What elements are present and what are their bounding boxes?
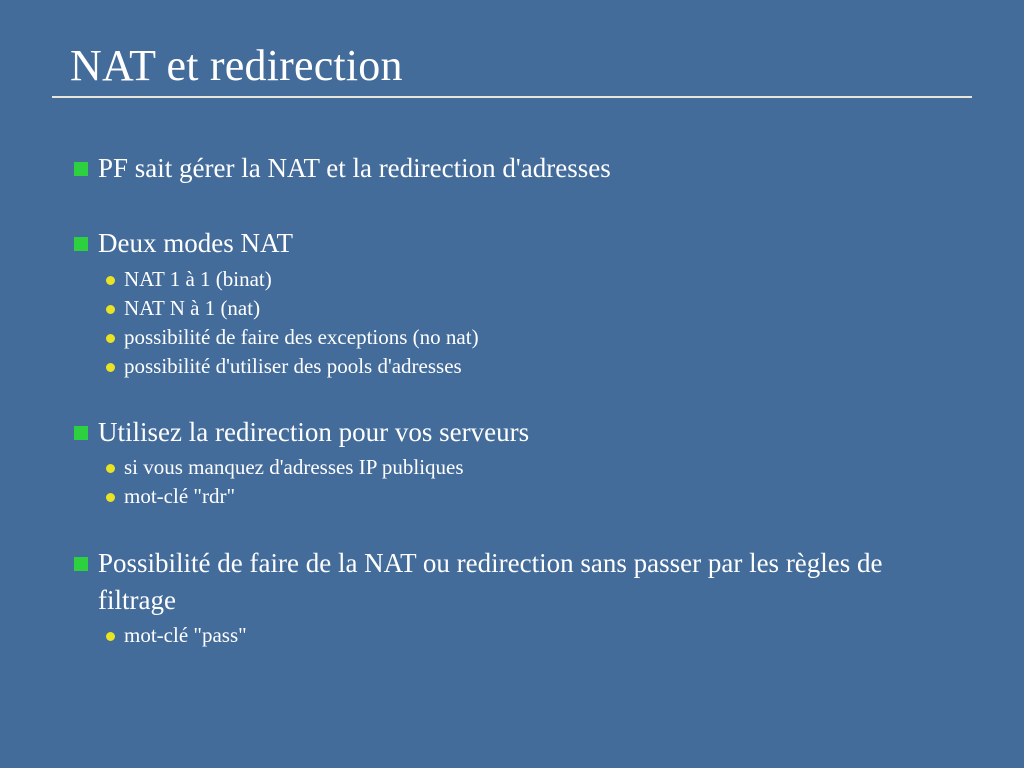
sub-bullet-text: si vous manquez d'adresses IP publiques — [124, 455, 464, 480]
list-item — [106, 294, 974, 322]
list-item — [106, 352, 974, 380]
spacer — [74, 519, 974, 545]
dot-bullet-icon — [106, 493, 115, 502]
page-title: NAT et redirection — [70, 41, 403, 90]
list-item — [106, 323, 974, 351]
sub-bullet-text: NAT 1 à 1 (binat) — [124, 266, 272, 291]
bullet-text: Deux modes NAT — [98, 228, 293, 259]
list-item — [74, 414, 974, 451]
dot-bullet-icon — [106, 276, 115, 285]
dot-bullet-icon — [106, 464, 115, 473]
sub-bullet-text: mot-clé "rdr" — [124, 484, 236, 509]
list-item — [106, 265, 974, 293]
dot-bullet-icon — [106, 305, 115, 314]
square-bullet-icon — [74, 162, 88, 176]
bullet-text: Utilisez la redirection pour vos serveurs — [98, 417, 530, 447]
slide-body — [74, 150, 974, 657]
list-item — [106, 482, 974, 510]
dot-bullet-icon — [106, 632, 115, 641]
bullet-text: Possibilité de faire de la NAT ou redirection sans passer par les règles de filtrage — [98, 547, 883, 615]
sub-bullet-text: mot-clé "pass" — [124, 623, 247, 647]
slide-title-block — [52, 42, 972, 98]
sub-bullet-text: NAT N à 1 (nat) — [124, 295, 261, 320]
list-item — [106, 621, 974, 649]
bullet-group-3 — [74, 414, 974, 511]
list-item — [74, 545, 974, 620]
sub-bullet-text: possibilité de faire des exceptions (no nat) — [124, 324, 479, 349]
square-bullet-icon — [74, 557, 88, 571]
dot-bullet-icon — [106, 334, 115, 343]
title-divider — [52, 96, 972, 98]
list-item — [74, 150, 974, 187]
square-bullet-icon — [74, 237, 88, 251]
bullet-group-2 — [74, 225, 974, 380]
sub-bullet-text: possibilité d'utiliser des pools d'adresses — [124, 353, 462, 378]
list-item — [106, 453, 974, 481]
square-bullet-icon — [74, 426, 88, 440]
bullet-text: PF sait gérer la NAT et la redirection d'adresses — [98, 153, 611, 183]
spacer — [74, 195, 974, 225]
bullet-group-1 — [74, 150, 974, 187]
bullet-group-4 — [74, 545, 974, 650]
dot-bullet-icon — [106, 363, 115, 372]
list-item — [74, 225, 974, 262]
spacer — [74, 388, 974, 414]
